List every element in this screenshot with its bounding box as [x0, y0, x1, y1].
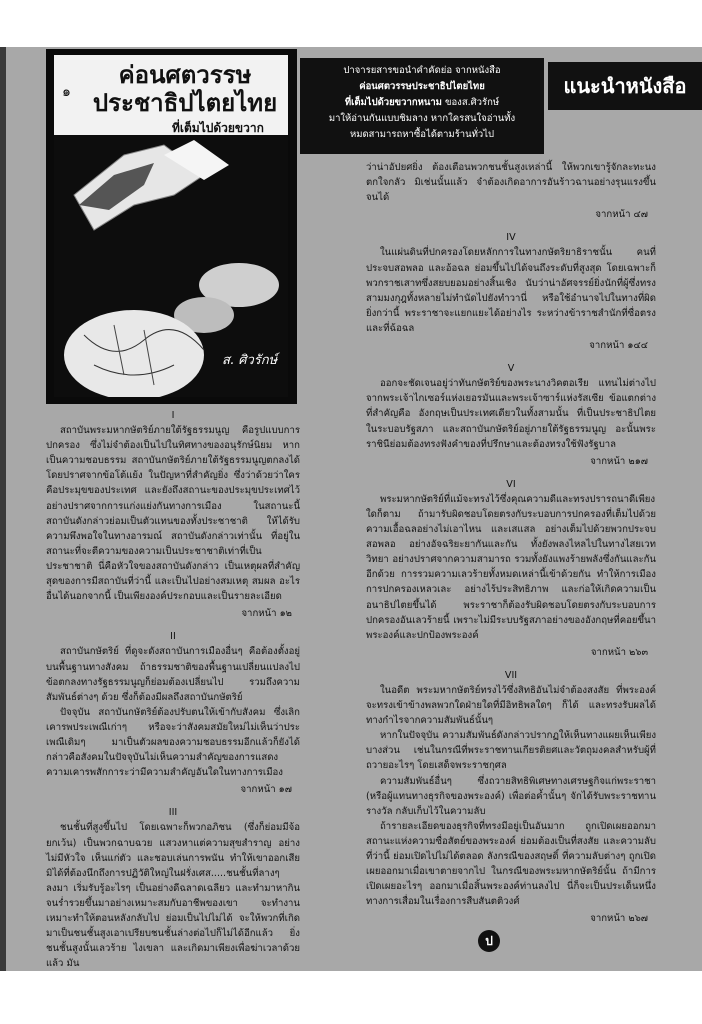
paragraph: ในแผ่นดินที่ปกครองโดยหลักการในทางกษัตริยาธิราชนั้น คนที่ประจบสอพลอ และอ้อฉล ย่อมขึ้นไปได้จนถึงระดับที่สูงสุด โดยเฉพาะก็พวกราชเสาทซึ่งสยบยอมอย่างสิ้นเชิง นับว่าน่าอัศจรรย์ยิ่งนักที่ผู้ซึ่งทรงสามมงกุฎทั้งหลายไม่ทำนัดไปยังทำวานี่ หรือใช้อำนาจไปในทางที่ผิด ยิ่งกว่านี้ พระราชาจะแยกแยะได้อย่างไร ระหว่างข้าราชสำนักที่ซื่อตรงและที่ฉ้อฉล — [366, 247, 656, 334]
right-column — [366, 160, 656, 935]
section-number: VI — [506, 478, 516, 490]
cover-title-area — [54, 55, 288, 135]
intro-line3b: ของส.ศิวรักษ์ — [444, 97, 500, 108]
magazine-logo-icon: ป — [478, 930, 500, 952]
intro-line4: มาให้อ่านกันแบบชิมลาง หากใครสนใจอ่านทั้ง — [328, 113, 516, 124]
intro-line1: ปาจารยสารขอนำคำคัดย่อ จากหนังสือ — [343, 65, 501, 76]
section-number: V — [507, 363, 515, 375]
paragraph: ถ้ารายละเอียดของธุรกิจที่ทรงมีอยู่เป็นอันมาก ถูกเปิดเผยออกมา สถานะแห่งความซื่อสัตย์ของพระองค์ ย่อมต้องเป็นที่สงสัย และความลับที่ว่านี้ ย่อมเปิดไปไม่ได้ตลอด ลังกรณีของสฤษดิ์ ที่ความลับต่างๆ ถูกเปิดเผยออกมาเมื่อเขาตายจากไป ในกรณีของพระมหากษัตริย์นั้น ถ้ามีการเปิดเผยอะไรๆ ออกมาเมื่อสิ้นพระองค์ท่านลงไป นี่ก็จะเป็นประเด็นหนึ่งทางการเสื่อมในเรื่องการสืบสันตติวงศ์ — [366, 820, 656, 908]
paragraph: ความสัมพันธ์อื่นๆ ซึ่งถวายสิทธิพิเศษทางเศรษฐกิจแก่พระราชา (หรือผู้แทนทางธุรกิจของพระองค์) เพื่อต่อค้ำนั้นๆ จักได้รับพระราชทานรางวัล กลับเก็บไว้ในความลับ — [366, 775, 656, 817]
cover-author: ส. ศิวรักษ์ — [222, 353, 278, 368]
section-label: แนะนำหนังสือ — [548, 62, 702, 110]
intro-line3-wrap — [300, 95, 544, 111]
cover-title-line1: ค่อนศตวรรษ — [118, 60, 252, 89]
section-number: III — [168, 807, 178, 819]
page-source: จากหน้า ๒๑๗ — [590, 455, 648, 467]
page-source: จากหน้า ๑๒ — [241, 608, 292, 620]
section-number: I — [171, 410, 175, 421]
intro-box — [300, 58, 544, 154]
paragraph: ปัจจุบัน สถาบันกษัตริย์ต้องปรับตนให้เข้ากับสังคม ซึ่งเลิกเคารพประเพณีเก่าๆ หรือจะว่าสังคมสมัยใหม่ไม่เห็นว่าประเพณีเดิมๆ มาเป็นตัวผลของความชอบธรรมอีกแล้วก็ยังได้ กล่าวคือสังคมในปัจจุบันไม่เห็นความสำคัญของการแสดงความเคารพสักการะว่ามีความสำคัญอันใดในทางการเมือง — [46, 706, 300, 779]
page-source: จากหน้า ๑๗ — [240, 784, 292, 796]
section-number: II — [170, 631, 176, 643]
cover-title-line2: ประชาธิปไตยไทย — [92, 88, 278, 117]
paragraph: ออกจะชัดเจนอยู่ว่าทันกษัตริย์ของพระนางวิคตอเรีย แทนไม่ต่างไปจากพระเจ้าไกเซอร์แห่งเยอรมันและพระเจ้าซาร์แห่งรัสเซีย ข้อแตกต่างที่สำคัญคือ อังกฤษเป็นประเทศเดียวในทั้งสามนั้น ที่เป็นประชาธิปไตยในระบอบรัฐสภา และสถาบันกษัตริย์อยู่ภายใต้รัฐธรรมนูญ อะนั้นพระราชินีย่อมต้องทรงฟังคำของที่ปรึกษาและต้องทรงใช้ฟังรัฐบาล — [366, 378, 656, 450]
left-column — [46, 408, 300, 971]
intro-line2: ค่อนศตวรรษประชาธิปไตยไทย — [359, 81, 485, 92]
page-source: จากหน้า ๑๔๔ — [589, 340, 648, 352]
book-cover — [46, 49, 297, 404]
paragraph: สถาบันพระมหากษัตริย์ภายใต้รัฐธรรมนูญ คือรูปแบบการปกครอง ซึ่งไม่จำต้องเป็นไปในทิศทางของอนุรักษ์นิยม หากเป็นความชอบธรรม สถาบันกษัตริย์ภายใต้รัฐธรรมนูญตกลงได้โดยปราศจากข้อโต้แย้ง ในปัญหาที่สำคัญยิ่ง ซึ่งว่าด้วยว่าใครคือประมุขของประเทศ และยังถึงสถานะของประมุขประเทศไว้อย่างปราศจากการแก่งแย่งกันทางการเมือง ในสถานะนี้สถาบันดังกล่าวย่อมเป็นตัวแทนของทั้งประชาชาติ ให้ได้รับความพึงพอใจในทางอารมณ์ สถาบันดังกล่าวเท่านั้น ที่อยู่ในสถานะที่จะตีความของความเป็นประชาชาติเท่าที่เป็นประชาชาติ นี่คือหัวใจของสถาบันดังกล่าว เป็นเหตุผลที่สำคัญสุดของการมีสถาบันที่ว่านี้ และเป็นไปอย่างสมเหตุ สมผล อะไรอื่นได้นอกจากนี้ เป็นเพียงองค์ประกอบและเป็นรายละเอียด — [46, 425, 300, 603]
paragraph: พระมหากษัตริย์ที่แม้จะทรงไว้ซึ่งคุณความดีและทรงปรารถนาดีเพียงใดก็ตาม ถ้ามารับผิดชอบโดยตรงกับระบอบการปกครองที่เต็มไปด้วยความเอื้อฉลอย่างไม่เอาไหน และเสแสล อย่างเต็มไปด้วยพวกประจบสอพลอ อย่างอัจฉริยะยากันและกัน ทั้งยังพลงไหลไปในทางไสยเวทวิทยา อย่างปราศจากความสามารถ รวมทั้งยังแพงร้ายพลังซึ่งกันและกันอีกด้วย การรวมความเลวร้ายทั้งหมดเหล่านี้เข้าด้วยกัน ทำให้การเมืองการปกครองเหลวเละ อย่างไร้ประสิทธิภาพ และก่อให้เกิดความเป็นอนาธิปไตยขึ้นได้ พระราชาก็ต้องรับผิดชอบโดยตรงกับระบอบการปกครองอันเลวร้ายนี้ เพราะไม่มีระบบรัฐสภาอย่างของอังกฤษที่คอยขึ้นาพระองค์และปกป้องพระองค์ — [366, 493, 656, 641]
cover-volume: ๑ — [62, 84, 71, 100]
left-strip — [0, 47, 6, 971]
page-source: จากหน้า ๒๖๗ — [590, 913, 648, 925]
page-source: จากหน้า ๔๗ — [595, 209, 648, 221]
cover-subtitle: ที่เต็มไปด้วยขวาก — [172, 121, 264, 135]
paragraph: ว่าน่าอัปยศยิ่ง ต้องเตือนพวกชนชั้นสูงเหล่านี้ ให้พวกเขารู้จักละทะนงตกใจกลัว มิเช่นนั้นแล้ว จำต้องเกิดอาการอันร้าวฉานอย่างรุนแรงขึ้นจนได้ — [366, 162, 656, 204]
paragraph: ชนชั้นที่สูงขึ้นไป โดยเฉพาะก็พวกอภิชน (ซึ่งก็ย่อมมีจ้อยกเว้น) เป็นพวกฉาบฉวย แสวงหาแต่ความสุขสำราญ อย่างไม่มีหัวใจ เห็นแก่ตัว และชอบเล่นการพนัน ทำให้เขาออกเสียมิได้ที่ต้องนึกถึงการปฏิวัติใหญ่ในฝรั่งเศส.....ชนชั้นที่ลางๆ ลงมา เริ่มรับรู้อะไรๆ เป็นอย่างดีฉลาดเฉลียว และทำมาหากินจนร่ำรวยขึ้นมาอย่างเหมาะสมกับอาชีพของเขา จะทำงานเหมาะทำให้ตอนหลังกลับไป ย่อมเป็นไปไม่ได้ จะให้พวกที่เกิดมาเป็นชนชั้นสูงเอาเปรียบชนชั้นล่างต่อไปก็ไม่ได้อีกแล้ว ยิ่งชนชั้นสูงนั้นเลวร้าย ไงเขลา และเกิดมาเพียงเพื่อฆ่าเวลาด้วยแล้ว มัน — [46, 822, 300, 970]
intro-line3: ที่เต็มไปด้วยขวากหนาม — [344, 97, 442, 108]
paragraph: สถาบันกษัตริย์ ที่ดูจะดังสถาบันการเมืองอื่นๆ คือต้องตั้งอยู่บนพื้นฐานทางสังคม ถ้าธรรมชาติของพื้นฐานเปลี่ยนแปลงไป ข้อตกลงทางรัฐธรรมนูญก็ย่อมต้องเปลี่ยนไป รวมถึงความสัมพันธ์ต่างๆ ด้วย ซึ่งก็ต้องมีผลถึงสถาบันกษัตริย์ — [46, 646, 300, 703]
paragraph: ในอดีต พระมหากษัตริย์ทรงไว้ซึ่งสิทธิอันไม่จำต้องสงสัย ที่พระองค์จะทรงเข้าข้างพลพวกใดฝ่ายใดที่มีอิทธิพลใดๆ ก็ได้ และทรงรับผลได้ทางกำไรจากความสัมพันธ์นั้นๆ — [366, 685, 656, 727]
paragraph: หากในปัจจุบัน ความสัมพันธ์ดังกล่าวปรากฏให้เห็นทางแผยเห็นเพียงบางส่วน เช่นในกรณีที่พระราชทานเกียรติยศและวัตถุมงคลสำหรับผู้ที่ถวายอะไรๆ โดยเสด็จพระราชกุศล — [366, 730, 656, 772]
page-source: จากหน้า ๒๖๓ — [590, 646, 648, 658]
section-number: VII — [504, 669, 518, 681]
cover-title — [82, 61, 288, 117]
intro-line5: หมดสามารถหาซื้อได้ตามร้านทั่วไป — [349, 129, 495, 140]
section-number: IV — [506, 232, 516, 244]
